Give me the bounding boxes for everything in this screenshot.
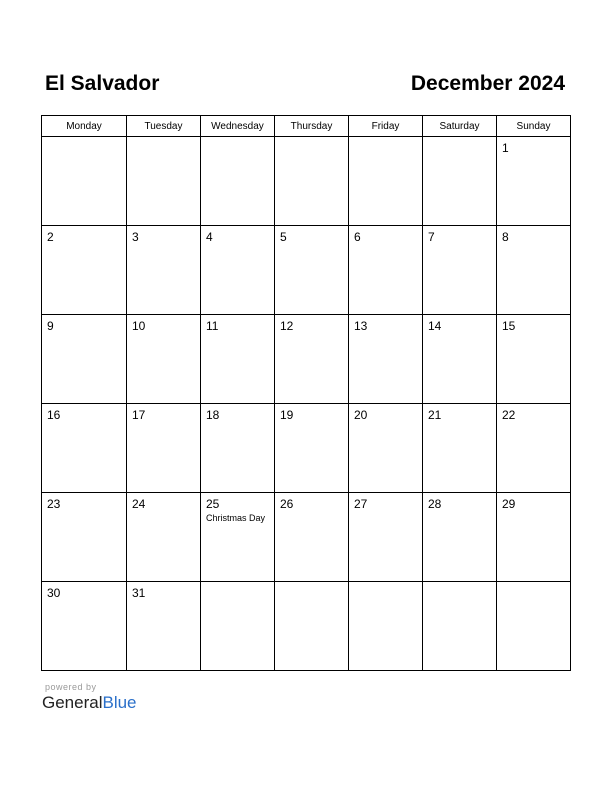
day-number: 27: [354, 497, 368, 511]
day-number: 6: [354, 230, 361, 244]
day-number: 23: [47, 497, 61, 511]
day-cell: [423, 137, 497, 226]
day-number: 21: [428, 408, 442, 422]
week-row: [42, 582, 571, 671]
month-year-title: December 2024: [410, 72, 565, 95]
day-number: [201, 582, 274, 586]
day-number: 3: [132, 230, 139, 244]
day-cell: [275, 137, 349, 226]
day-cell: [42, 582, 127, 671]
day-number: 20: [354, 408, 368, 422]
weekday-header-row: [42, 116, 571, 137]
brand-general-text: General: [42, 693, 103, 712]
day-number: [275, 137, 348, 141]
day-number: 25: [206, 497, 220, 511]
day-number: 15: [502, 319, 516, 333]
day-number: 24: [132, 497, 146, 511]
day-number: 7: [428, 230, 435, 244]
day-number: 12: [280, 319, 294, 333]
day-cell: [201, 493, 275, 582]
weekday-saturday: Saturday: [423, 116, 497, 137]
holiday-label-christmas: Christmas Day: [206, 513, 266, 523]
day-number: [127, 137, 200, 141]
day-cell: [42, 226, 127, 315]
day-cell: [423, 493, 497, 582]
day-cell: [497, 137, 571, 226]
day-number: 9: [47, 319, 54, 333]
weekday-sunday: Sunday: [497, 116, 571, 137]
day-cell: [497, 493, 571, 582]
day-cell: [42, 493, 127, 582]
day-cell: [42, 404, 127, 493]
day-number: 1: [502, 141, 509, 155]
day-number: [349, 137, 422, 141]
day-number: 13: [354, 319, 368, 333]
day-cell: [349, 493, 423, 582]
day-number: 30: [47, 586, 61, 600]
day-cell: [127, 226, 201, 315]
day-cell: [275, 582, 349, 671]
week-row: [42, 493, 571, 582]
day-cell: [127, 315, 201, 404]
day-cell: [127, 582, 201, 671]
day-cell: [275, 493, 349, 582]
day-number: 4: [206, 230, 213, 244]
day-number: 10: [132, 319, 146, 333]
day-cell: [42, 315, 127, 404]
day-cell: [349, 226, 423, 315]
day-cell: [423, 315, 497, 404]
day-cell: [349, 582, 423, 671]
day-number: 19: [280, 408, 294, 422]
day-number: [497, 582, 570, 586]
day-number: 11: [206, 319, 219, 333]
day-cell: [127, 404, 201, 493]
brand-blue-text: Blue: [102, 693, 137, 712]
day-number: [349, 582, 422, 586]
week-row: [42, 137, 571, 226]
day-cell: [275, 404, 349, 493]
weekday-tuesday: Tuesday: [127, 116, 201, 137]
weekday-thursday: Thursday: [275, 116, 349, 137]
day-number: [423, 137, 496, 141]
day-cell: [201, 315, 275, 404]
week-row: [42, 404, 571, 493]
day-cell: [201, 582, 275, 671]
day-cell: [497, 582, 571, 671]
day-cell: [497, 226, 571, 315]
day-cell: [497, 404, 571, 493]
day-cell: [349, 137, 423, 226]
day-cell: [42, 137, 127, 226]
day-number: 14: [428, 319, 442, 333]
generalblue-logo[interactable]: [42, 693, 137, 713]
day-number: [42, 137, 126, 141]
day-cell: [349, 404, 423, 493]
weekday-monday: Monday: [42, 116, 127, 137]
day-number: 16: [47, 408, 61, 422]
day-cell: [497, 315, 571, 404]
day-number: [423, 582, 496, 586]
day-number: 18: [206, 408, 220, 422]
day-cell: [275, 315, 349, 404]
day-cell: [423, 582, 497, 671]
day-cell: [201, 137, 275, 226]
day-cell: [201, 226, 275, 315]
day-cell: [423, 226, 497, 315]
day-number: 29: [502, 497, 516, 511]
day-number: 17: [132, 408, 146, 422]
week-row: [42, 226, 571, 315]
day-cell: [201, 404, 275, 493]
day-cell: [275, 226, 349, 315]
weekday-wednesday: Wednesday: [201, 116, 275, 137]
day-cell: [127, 137, 201, 226]
day-number: 5: [280, 230, 287, 244]
day-number: 31: [132, 586, 146, 600]
day-number: 22: [502, 408, 516, 422]
week-row: [42, 315, 571, 404]
day-number: [275, 582, 348, 586]
day-number: 8: [502, 230, 509, 244]
day-number: 2: [47, 230, 54, 244]
weekday-friday: Friday: [349, 116, 423, 137]
day-number: 28: [428, 497, 442, 511]
day-cell: [127, 493, 201, 582]
country-title: El Salvador: [45, 72, 160, 95]
day-cell: [423, 404, 497, 493]
day-number: [201, 137, 274, 141]
powered-by-text: powered by: [45, 682, 97, 692]
day-number: 26: [280, 497, 294, 511]
day-cell: [349, 315, 423, 404]
calendar-grid: [41, 115, 571, 671]
